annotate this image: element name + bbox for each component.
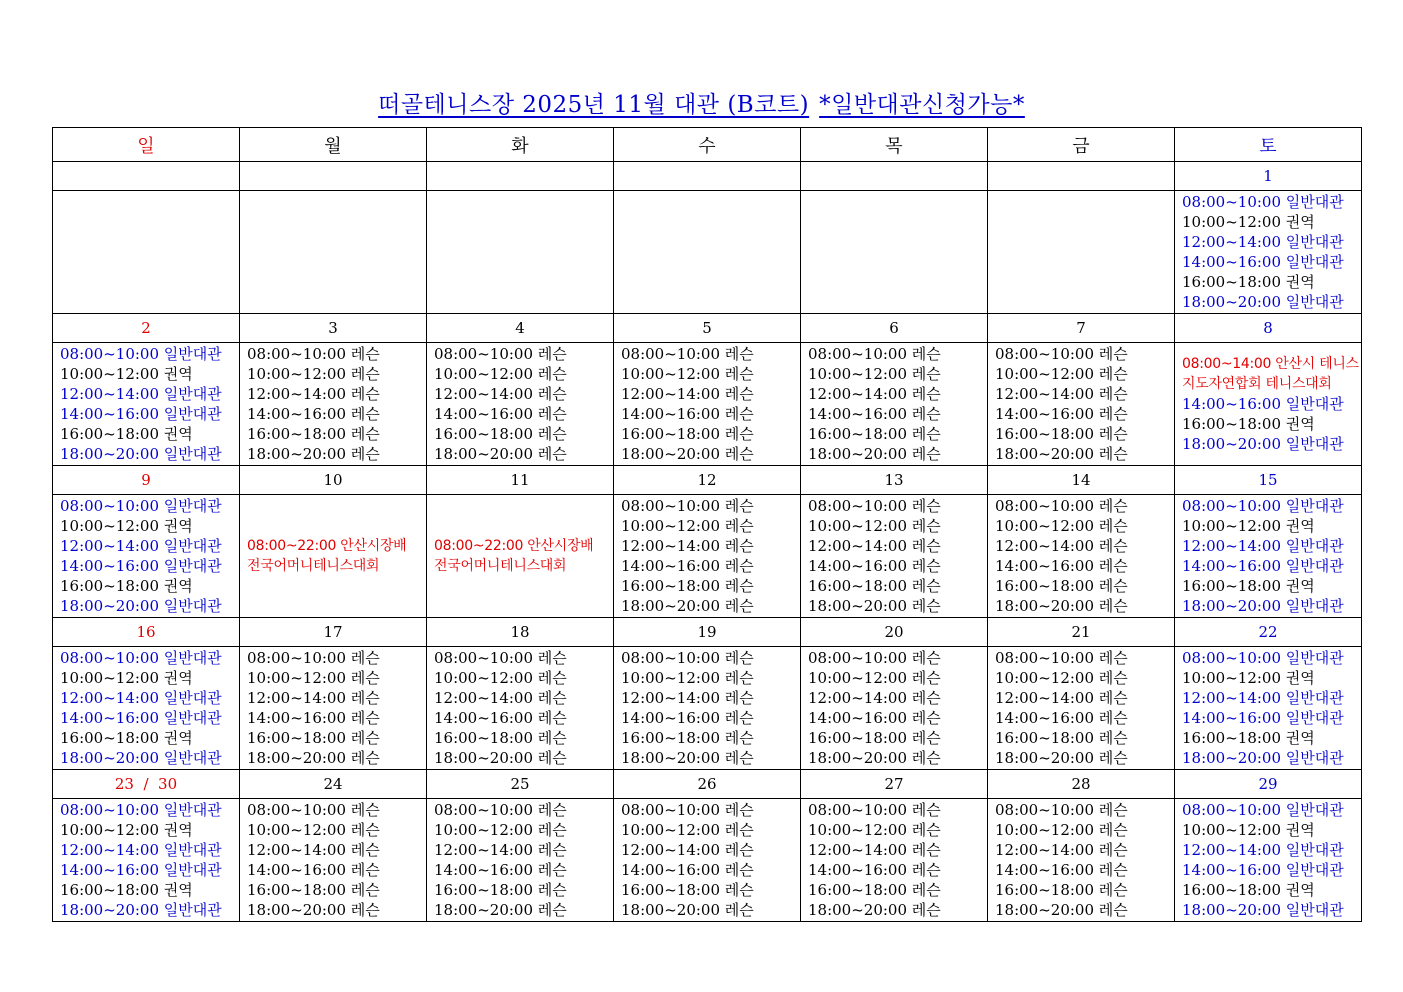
event-line: 08:00~14:00 안산시 테니스 [1182, 356, 1359, 372]
slot-line: 18:00~20:00 레슨 [247, 901, 380, 919]
slot-line: 16:00~18:00 권역 [1182, 273, 1315, 291]
date-cell: 26 [614, 770, 801, 799]
date-cell: 6 [801, 314, 988, 343]
date-cell [240, 162, 427, 191]
schedule-cell [1175, 495, 1362, 618]
slot-line: 14:00~16:00 레슨 [621, 405, 754, 423]
weekday-wed: 수 [614, 128, 801, 162]
date-cell: 20 [801, 618, 988, 647]
slot-line: 12:00~14:00 일반대관 [1182, 689, 1344, 707]
date-row [53, 770, 1362, 799]
slot-line: 08:00~10:00 레슨 [247, 649, 380, 667]
weekday-mon: 월 [240, 128, 427, 162]
schedule-cell [801, 647, 988, 770]
slot-line: 10:00~12:00 권역 [60, 365, 193, 383]
slot-line: 08:00~10:00 일반대관 [1182, 193, 1344, 211]
date-cell: 18 [427, 618, 614, 647]
slot-line: 10:00~12:00 레슨 [434, 365, 567, 383]
slot-line: 08:00~10:00 레슨 [808, 345, 941, 363]
slot-line: 10:00~12:00 권역 [60, 669, 193, 687]
slot-line: 12:00~14:00 레슨 [247, 841, 380, 859]
slot-line: 08:00~10:00 레슨 [434, 649, 567, 667]
slot-line: 18:00~20:00 레슨 [808, 445, 941, 463]
slot-line: 12:00~14:00 레슨 [808, 689, 941, 707]
slot-line: 16:00~18:00 권역 [60, 577, 193, 595]
schedule-cell [240, 495, 427, 618]
date-cell [614, 162, 801, 191]
calendar-table [52, 127, 1362, 922]
schedule-cell [614, 647, 801, 770]
date-cell: 12 [614, 466, 801, 495]
slot-line: 14:00~16:00 레슨 [247, 405, 380, 423]
slot-line: 18:00~20:00 레슨 [247, 445, 380, 463]
event-line: 08:00~22:00 안산시장배 [434, 538, 594, 554]
slot-line: 16:00~18:00 레슨 [995, 729, 1128, 747]
schedule-cell [427, 191, 614, 314]
slot-line: 14:00~16:00 레슨 [621, 557, 754, 575]
slot-line: 12:00~14:00 레슨 [621, 689, 754, 707]
schedule-cell [240, 343, 427, 466]
schedule-cell [801, 799, 988, 922]
date-cell: 13 [801, 466, 988, 495]
slot-line: 14:00~16:00 레슨 [995, 709, 1128, 727]
slot-line: 08:00~10:00 일반대관 [1182, 497, 1344, 515]
date-cell: 7 [988, 314, 1175, 343]
slot-line: 12:00~14:00 일반대관 [1182, 537, 1344, 555]
slot-line: 14:00~16:00 레슨 [247, 861, 380, 879]
title-note: *일반대관신청가능* [819, 92, 1025, 118]
slot-line: 08:00~10:00 레슨 [995, 497, 1128, 515]
slot-line: 18:00~20:00 일반대관 [1182, 901, 1344, 919]
schedule-cell [614, 343, 801, 466]
slot-line: 08:00~10:00 레슨 [808, 497, 941, 515]
date-cell: 8 [1175, 314, 1362, 343]
slot-line: 18:00~20:00 레슨 [434, 749, 567, 767]
slot-line: 10:00~12:00 레슨 [621, 365, 754, 383]
slot-line: 10:00~12:00 권역 [1182, 213, 1315, 231]
slot-line: 08:00~10:00 일반대관 [1182, 801, 1344, 819]
slot-line: 12:00~14:00 레슨 [808, 537, 941, 555]
slot-line: 16:00~18:00 레슨 [621, 729, 754, 747]
slot-line: 12:00~14:00 레슨 [995, 537, 1128, 555]
date-cell: 10 [240, 466, 427, 495]
slot-line: 16:00~18:00 레슨 [621, 425, 754, 443]
slot-line: 16:00~18:00 레슨 [808, 881, 941, 899]
slot-line: 10:00~12:00 레슨 [247, 821, 380, 839]
slot-line: 16:00~18:00 권역 [1182, 577, 1315, 595]
schedule-row [53, 647, 1362, 770]
slot-line: 14:00~16:00 레슨 [995, 861, 1128, 879]
slot-line: 08:00~10:00 레슨 [621, 649, 754, 667]
slot-line: 12:00~14:00 레슨 [247, 689, 380, 707]
slot-line: 10:00~12:00 레슨 [621, 669, 754, 687]
schedule-cell [427, 799, 614, 922]
date-row [53, 466, 1362, 495]
weekday-fri: 금 [988, 128, 1175, 162]
schedule-cell [1175, 343, 1362, 466]
slot-line: 14:00~16:00 레슨 [995, 557, 1128, 575]
slot-line: 08:00~10:00 레슨 [247, 801, 380, 819]
date-cell: 9 [53, 466, 240, 495]
slot-line: 12:00~14:00 레슨 [995, 689, 1128, 707]
slot-line: 12:00~14:00 레슨 [434, 689, 567, 707]
weekday-tue: 화 [427, 128, 614, 162]
slot-line: 12:00~14:00 레슨 [995, 841, 1128, 859]
date-cell: 16 [53, 618, 240, 647]
date-cell: 23 / 30 [53, 770, 240, 799]
schedule-cell [988, 343, 1175, 466]
slot-line: 16:00~18:00 레슨 [808, 425, 941, 443]
schedule-row [53, 343, 1362, 466]
slot-line: 16:00~18:00 레슨 [434, 425, 567, 443]
slot-line: 16:00~18:00 권역 [1182, 415, 1315, 433]
slot-line: 18:00~20:00 일반대관 [60, 445, 222, 463]
schedule-row [53, 191, 1362, 314]
slot-line: 08:00~10:00 레슨 [995, 801, 1128, 819]
slot-line: 08:00~10:00 일반대관 [60, 649, 222, 667]
slot-line: 12:00~14:00 일반대관 [60, 689, 222, 707]
date-cell [427, 162, 614, 191]
schedule-cell [240, 191, 427, 314]
date-row [53, 162, 1362, 191]
slot-line: 16:00~18:00 레슨 [621, 881, 754, 899]
slot-line: 08:00~10:00 레슨 [434, 345, 567, 363]
slot-line: 10:00~12:00 레슨 [995, 669, 1128, 687]
slot-line: 18:00~20:00 레슨 [995, 445, 1128, 463]
date-cell: 4 [427, 314, 614, 343]
slot-line: 16:00~18:00 권역 [60, 729, 193, 747]
date-cell: 27 [801, 770, 988, 799]
date-cell [53, 162, 240, 191]
slot-line: 16:00~18:00 권역 [60, 881, 193, 899]
slot-line: 14:00~16:00 레슨 [808, 557, 941, 575]
date-cell: 5 [614, 314, 801, 343]
slot-line: 14:00~16:00 일반대관 [1182, 709, 1344, 727]
slot-line: 16:00~18:00 레슨 [808, 577, 941, 595]
slot-line: 08:00~10:00 레슨 [621, 345, 754, 363]
date-cell: 19 [614, 618, 801, 647]
schedule-cell [1175, 191, 1362, 314]
slot-line: 18:00~20:00 레슨 [621, 749, 754, 767]
slot-line: 10:00~12:00 레슨 [434, 821, 567, 839]
slot-line: 14:00~16:00 레슨 [434, 709, 567, 727]
slot-line: 18:00~20:00 일반대관 [1182, 435, 1344, 453]
slot-line: 18:00~20:00 일반대관 [1182, 293, 1344, 311]
schedule-cell [1175, 799, 1362, 922]
title-main: 떠골테니스장 2025년 11월 대관 (B코트) [378, 92, 810, 118]
slot-line: 18:00~20:00 레슨 [621, 901, 754, 919]
schedule-cell [53, 647, 240, 770]
slot-line: 18:00~20:00 레슨 [434, 445, 567, 463]
schedule-cell [801, 343, 988, 466]
slot-line: 18:00~20:00 일반대관 [1182, 749, 1344, 767]
schedule-cell [53, 191, 240, 314]
slot-line: 10:00~12:00 권역 [60, 821, 193, 839]
slot-line: 18:00~20:00 일반대관 [1182, 597, 1344, 615]
event-line: 지도자연합회 테니스대회 [1182, 376, 1332, 392]
slot-line: 08:00~10:00 레슨 [808, 649, 941, 667]
schedule-cell [988, 495, 1175, 618]
slot-line: 14:00~16:00 레슨 [434, 405, 567, 423]
schedule-cell [801, 191, 988, 314]
slot-line: 12:00~14:00 레슨 [621, 385, 754, 403]
slot-line: 12:00~14:00 일반대관 [1182, 233, 1344, 251]
slot-line: 08:00~10:00 레슨 [434, 801, 567, 819]
slot-line: 10:00~12:00 권역 [1182, 669, 1315, 687]
slot-line: 12:00~14:00 레슨 [621, 537, 754, 555]
slot-line: 08:00~10:00 일반대관 [1182, 649, 1344, 667]
slot-line: 18:00~20:00 레슨 [808, 597, 941, 615]
schedule-cell [988, 647, 1175, 770]
slot-line: 18:00~20:00 레슨 [995, 749, 1128, 767]
slot-line: 18:00~20:00 일반대관 [60, 901, 222, 919]
date-cell [988, 162, 1175, 191]
slot-line: 18:00~20:00 레슨 [434, 901, 567, 919]
slot-line: 14:00~16:00 일반대관 [60, 405, 222, 423]
slot-line: 14:00~16:00 레슨 [621, 861, 754, 879]
slot-line: 12:00~14:00 일반대관 [60, 537, 222, 555]
date-cell: 22 [1175, 618, 1362, 647]
date-cell: 2 [53, 314, 240, 343]
slot-line: 08:00~10:00 레슨 [808, 801, 941, 819]
slot-line: 18:00~20:00 레슨 [808, 901, 941, 919]
slot-line: 08:00~10:00 레슨 [621, 801, 754, 819]
schedule-cell [614, 799, 801, 922]
date-cell: 21 [988, 618, 1175, 647]
slot-line: 08:00~10:00 일반대관 [60, 345, 222, 363]
slot-line: 14:00~16:00 일반대관 [1182, 557, 1344, 575]
schedule-cell [427, 647, 614, 770]
date-cell: 17 [240, 618, 427, 647]
schedule-cell [614, 191, 801, 314]
slot-line: 14:00~16:00 레슨 [808, 405, 941, 423]
schedule-cell [240, 647, 427, 770]
slot-line: 12:00~14:00 레슨 [434, 841, 567, 859]
slot-line: 16:00~18:00 레슨 [621, 577, 754, 595]
slot-line: 16:00~18:00 권역 [1182, 729, 1315, 747]
slot-line: 08:00~10:00 레슨 [247, 345, 380, 363]
slot-line: 12:00~14:00 레슨 [434, 385, 567, 403]
slot-line: 16:00~18:00 권역 [60, 425, 193, 443]
slot-line: 18:00~20:00 레슨 [621, 445, 754, 463]
date-cell [801, 162, 988, 191]
slot-line: 10:00~12:00 레슨 [621, 517, 754, 535]
schedule-cell [427, 495, 614, 618]
slot-line: 10:00~12:00 레슨 [808, 365, 941, 383]
weekday-header-row [53, 128, 1362, 162]
calendar-body [53, 162, 1362, 922]
slot-line: 08:00~10:00 일반대관 [60, 801, 222, 819]
date-cell: 3 [240, 314, 427, 343]
slot-line: 10:00~12:00 권역 [1182, 821, 1315, 839]
slot-line: 18:00~20:00 일반대관 [60, 597, 222, 615]
schedule-cell [53, 799, 240, 922]
slot-line: 12:00~14:00 레슨 [808, 385, 941, 403]
slot-line: 16:00~18:00 레슨 [995, 881, 1128, 899]
page-title [0, 86, 1403, 119]
date-cell: 15 [1175, 466, 1362, 495]
schedule-cell [801, 495, 988, 618]
slot-line: 14:00~16:00 일반대관 [60, 557, 222, 575]
schedule-cell [427, 343, 614, 466]
slot-line: 14:00~16:00 레슨 [995, 405, 1128, 423]
slot-line: 18:00~20:00 레슨 [995, 597, 1128, 615]
date-cell: 25 [427, 770, 614, 799]
slot-line: 14:00~16:00 일반대관 [1182, 395, 1344, 413]
schedule-row [53, 799, 1362, 922]
date-row [53, 314, 1362, 343]
slot-line: 12:00~14:00 레슨 [247, 385, 380, 403]
schedule-cell [1175, 647, 1362, 770]
weekday-sat: 토 [1175, 128, 1362, 162]
slot-line: 12:00~14:00 레슨 [808, 841, 941, 859]
slot-line: 16:00~18:00 레슨 [247, 729, 380, 747]
schedule-cell [53, 343, 240, 466]
date-cell: 29 [1175, 770, 1362, 799]
slot-line: 14:00~16:00 레슨 [808, 709, 941, 727]
slot-line: 14:00~16:00 일반대관 [1182, 253, 1344, 271]
slot-line: 18:00~20:00 레슨 [995, 901, 1128, 919]
slot-line: 16:00~18:00 레슨 [995, 577, 1128, 595]
slot-line: 16:00~18:00 권역 [1182, 881, 1315, 899]
slot-line: 10:00~12:00 레슨 [247, 669, 380, 687]
date-cell: 1 [1175, 162, 1362, 191]
event-line: 08:00~22:00 안산시장배 [247, 538, 407, 554]
slot-line: 14:00~16:00 레슨 [621, 709, 754, 727]
weekday-sun: 일 [53, 128, 240, 162]
date-cell: 14 [988, 466, 1175, 495]
slot-line: 10:00~12:00 레슨 [247, 365, 380, 383]
schedule-cell [988, 799, 1175, 922]
weekday-thu: 목 [801, 128, 988, 162]
slot-line: 18:00~20:00 일반대관 [60, 749, 222, 767]
slot-line: 10:00~12:00 레슨 [995, 365, 1128, 383]
slot-line: 16:00~18:00 레슨 [247, 881, 380, 899]
date-row [53, 618, 1362, 647]
slot-line: 08:00~10:00 레슨 [995, 649, 1128, 667]
event-line: 전국어머니테니스대회 [434, 558, 567, 574]
slot-line: 16:00~18:00 레슨 [995, 425, 1128, 443]
slot-line: 18:00~20:00 레슨 [247, 749, 380, 767]
slot-line: 16:00~18:00 레슨 [434, 729, 567, 747]
slot-line: 14:00~16:00 레슨 [247, 709, 380, 727]
event-line: 전국어머니테니스대회 [247, 558, 380, 574]
slot-line: 12:00~14:00 일반대관 [60, 841, 222, 859]
slot-line: 14:00~16:00 레슨 [434, 861, 567, 879]
slot-line: 12:00~14:00 일반대관 [60, 385, 222, 403]
date-cell: 24 [240, 770, 427, 799]
slot-line: 18:00~20:00 레슨 [808, 749, 941, 767]
slot-line: 16:00~18:00 레슨 [434, 881, 567, 899]
date-cell: 11 [427, 466, 614, 495]
date-cell: 28 [988, 770, 1175, 799]
slot-line: 10:00~12:00 권역 [60, 517, 193, 535]
slot-line: 16:00~18:00 레슨 [808, 729, 941, 747]
slot-line: 16:00~18:00 레슨 [247, 425, 380, 443]
slot-line: 08:00~10:00 레슨 [995, 345, 1128, 363]
slot-line: 12:00~14:00 레슨 [995, 385, 1128, 403]
slot-line: 12:00~14:00 레슨 [621, 841, 754, 859]
schedule-row [53, 495, 1362, 618]
slot-line: 12:00~14:00 일반대관 [1182, 841, 1344, 859]
slot-line: 10:00~12:00 레슨 [808, 517, 941, 535]
slot-line: 14:00~16:00 일반대관 [1182, 861, 1344, 879]
slot-line: 18:00~20:00 레슨 [621, 597, 754, 615]
schedule-cell [614, 495, 801, 618]
schedule-cell [53, 495, 240, 618]
schedule-cell [988, 191, 1175, 314]
slot-line: 10:00~12:00 레슨 [808, 821, 941, 839]
slot-line: 08:00~10:00 일반대관 [60, 497, 222, 515]
slot-line: 10:00~12:00 레슨 [808, 669, 941, 687]
slot-line: 14:00~16:00 일반대관 [60, 709, 222, 727]
slot-line: 14:00~16:00 레슨 [808, 861, 941, 879]
slot-line: 10:00~12:00 레슨 [995, 517, 1128, 535]
slot-line: 10:00~12:00 권역 [1182, 517, 1315, 535]
slot-line: 10:00~12:00 레슨 [995, 821, 1128, 839]
slot-line: 08:00~10:00 레슨 [621, 497, 754, 515]
slot-line: 14:00~16:00 일반대관 [60, 861, 222, 879]
slot-line: 10:00~12:00 레슨 [621, 821, 754, 839]
schedule-cell [240, 799, 427, 922]
slot-line: 10:00~12:00 레슨 [434, 669, 567, 687]
